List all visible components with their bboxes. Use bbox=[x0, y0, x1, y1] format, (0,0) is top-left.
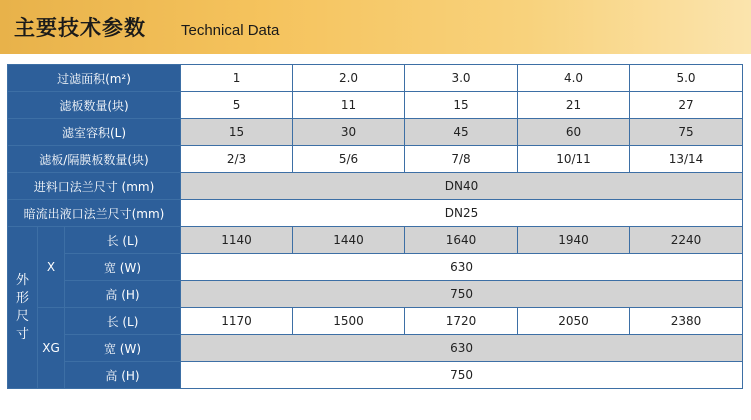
table-cell: 2/3 bbox=[181, 146, 293, 173]
title-english: Technical Data bbox=[181, 22, 280, 39]
header-bar bbox=[0, 0, 751, 54]
table-cell: 5/6 bbox=[293, 146, 405, 173]
table-row bbox=[8, 119, 743, 146]
table-cell: 2.0 bbox=[293, 65, 405, 92]
row-label-length: 长 (L) bbox=[65, 227, 181, 254]
row-label-volume: 滤室容积(L) bbox=[8, 119, 181, 146]
row-label-width: 宽 (W) bbox=[65, 335, 181, 362]
table-cell: 1440 bbox=[293, 227, 405, 254]
table-cell: 1140 bbox=[181, 227, 293, 254]
row-label-membrane: 滤板/隔膜板数量(块) bbox=[8, 146, 181, 173]
table-cell: 4.0 bbox=[518, 65, 630, 92]
row-label-length: 长 (L) bbox=[65, 308, 181, 335]
table-cell: DN40 bbox=[181, 173, 743, 200]
table-row bbox=[8, 200, 743, 227]
table-cell: DN25 bbox=[181, 200, 743, 227]
row-label-inlet: 进料口法兰尺寸 (mm) bbox=[8, 173, 181, 200]
table-row bbox=[8, 65, 743, 92]
technical-data-table bbox=[7, 64, 743, 389]
table-cell: 27 bbox=[630, 92, 743, 119]
table-cell: 75 bbox=[630, 119, 743, 146]
table-cell: 11 bbox=[293, 92, 405, 119]
table-row bbox=[8, 335, 743, 362]
table-cell: 1940 bbox=[518, 227, 630, 254]
row-label-height: 高 (H) bbox=[65, 362, 181, 389]
table-cell: 15 bbox=[405, 92, 518, 119]
table-cell: 21 bbox=[518, 92, 630, 119]
table-row bbox=[8, 308, 743, 335]
table-cell: 2380 bbox=[630, 308, 743, 335]
table-cell: 2050 bbox=[518, 308, 630, 335]
table-cell: 1720 bbox=[405, 308, 518, 335]
dimensions-group-label: 外形尺寸 bbox=[8, 227, 38, 389]
table-row bbox=[8, 254, 743, 281]
table-cell: 3.0 bbox=[405, 65, 518, 92]
table-cell: 45 bbox=[405, 119, 518, 146]
row-label-area: 过滤面积(m²) bbox=[8, 65, 181, 92]
table-cell: 5.0 bbox=[630, 65, 743, 92]
table-cell: 1170 bbox=[181, 308, 293, 335]
table-cell: 1500 bbox=[293, 308, 405, 335]
table-row bbox=[8, 281, 743, 308]
row-label-width: 宽 (W) bbox=[65, 254, 181, 281]
table-row bbox=[8, 146, 743, 173]
table-row bbox=[8, 227, 743, 254]
row-label-height: 高 (H) bbox=[65, 281, 181, 308]
table-row bbox=[8, 92, 743, 119]
table-cell: 60 bbox=[518, 119, 630, 146]
model-label-xg: XG bbox=[38, 308, 65, 389]
row-label-outlet: 暗流出液口法兰尺寸(mm) bbox=[8, 200, 181, 227]
table-cell: 10/11 bbox=[518, 146, 630, 173]
table-cell: 630 bbox=[181, 254, 743, 281]
table-cell: 1 bbox=[181, 65, 293, 92]
table-cell: 2240 bbox=[630, 227, 743, 254]
table-cell: 1640 bbox=[405, 227, 518, 254]
table-cell: 13/14 bbox=[630, 146, 743, 173]
table-cell: 7/8 bbox=[405, 146, 518, 173]
row-label-plates: 滤板数量(块) bbox=[8, 92, 181, 119]
title-chinese: 主要技术参数 bbox=[14, 16, 146, 40]
table-cell: 750 bbox=[181, 281, 743, 308]
model-label-x: X bbox=[38, 227, 65, 308]
table-cell: 750 bbox=[181, 362, 743, 389]
table-cell: 5 bbox=[181, 92, 293, 119]
table-row bbox=[8, 173, 743, 200]
table-cell: 630 bbox=[181, 335, 743, 362]
table-cell: 15 bbox=[181, 119, 293, 146]
table-row bbox=[8, 362, 743, 389]
table-cell: 30 bbox=[293, 119, 405, 146]
